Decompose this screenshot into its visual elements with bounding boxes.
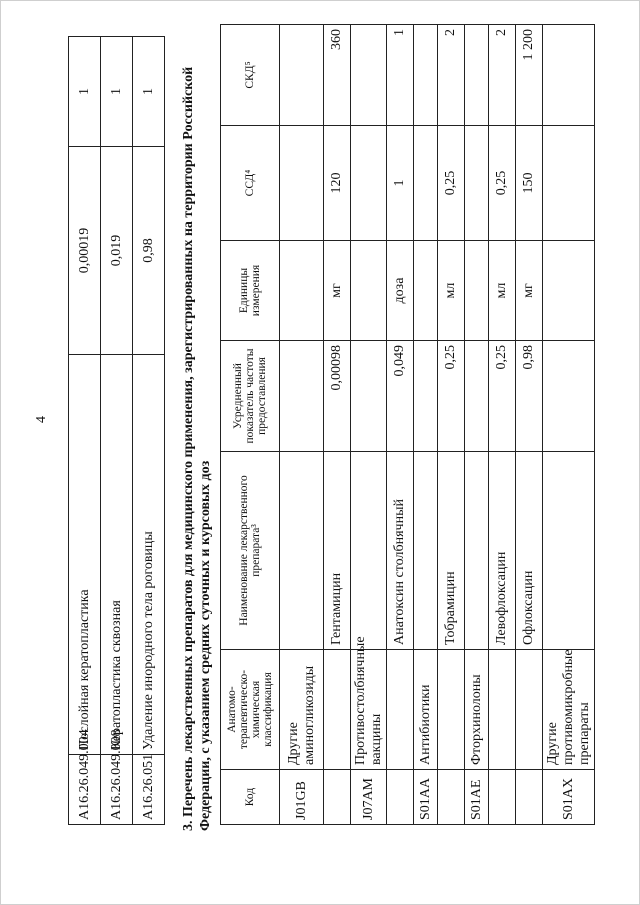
drug-atc: Антибиотики bbox=[414, 650, 438, 770]
drug-ssd: 120 bbox=[324, 126, 351, 241]
drug-ssd: 1 bbox=[387, 126, 414, 241]
drug-frequency bbox=[414, 341, 438, 452]
drug-code: J01GB bbox=[280, 770, 324, 825]
drug-atc bbox=[324, 650, 351, 770]
drug-skd: 1 bbox=[387, 25, 414, 126]
drug-code bbox=[324, 770, 351, 825]
drug-code bbox=[489, 770, 516, 825]
page-number: 4 bbox=[34, 416, 49, 423]
drug-unit: мл bbox=[438, 241, 465, 341]
header-frequency: Усредненный показатель частоты предоставления bbox=[221, 341, 280, 452]
drug-frequency: 0,00098 bbox=[324, 341, 351, 452]
procedure-code: A16.26.049.004 bbox=[69, 755, 101, 825]
drug-atc: Фторхинолоны bbox=[465, 650, 489, 770]
table-row bbox=[387, 25, 414, 825]
procedure-code: A16.26.049.008 bbox=[101, 755, 133, 825]
drug-name: Анатоксин столбнячный bbox=[387, 452, 414, 650]
drug-atc bbox=[516, 650, 543, 770]
drug-atc: Противостолбнячные вакцины bbox=[351, 650, 387, 770]
header-row bbox=[221, 25, 280, 825]
drug-code: S01AE bbox=[465, 770, 489, 825]
drug-ssd bbox=[543, 126, 595, 241]
drug-unit: мг bbox=[516, 241, 543, 341]
drug-skd: 1 200 bbox=[516, 25, 543, 126]
drug-skd bbox=[543, 25, 595, 126]
table-row bbox=[324, 25, 351, 825]
table-row bbox=[516, 25, 543, 825]
drug-atc: Другие противомикробные препараты bbox=[543, 650, 595, 770]
drug-atc bbox=[387, 650, 414, 770]
drug-frequency: 0,98 bbox=[516, 341, 543, 452]
drug-ssd bbox=[465, 126, 489, 241]
drug-code: S01AA bbox=[414, 770, 438, 825]
table-row bbox=[465, 25, 489, 825]
table-row bbox=[280, 25, 324, 825]
procedure-code: A16.26.051 bbox=[133, 755, 165, 825]
drug-code: S01AX bbox=[543, 770, 595, 825]
drug-skd: 360 bbox=[324, 25, 351, 126]
drug-frequency bbox=[280, 341, 324, 452]
drug-name: Левофлоксацин bbox=[489, 452, 516, 650]
header-skd: СКД⁵ bbox=[221, 25, 280, 126]
drug-unit bbox=[414, 241, 438, 341]
table-row bbox=[351, 25, 387, 825]
procedure-count: 1 bbox=[101, 37, 133, 147]
drug-atc bbox=[438, 650, 465, 770]
drug-name bbox=[351, 452, 387, 650]
drug-atc bbox=[489, 650, 516, 770]
table-row bbox=[543, 25, 595, 825]
procedure-name: Кератопластика сквозная bbox=[101, 355, 133, 755]
drug-unit bbox=[351, 241, 387, 341]
procedures-table bbox=[68, 36, 165, 825]
drug-frequency: 0,25 bbox=[489, 341, 516, 452]
procedure-frequency: 0,00019 bbox=[69, 147, 101, 355]
header-unit: Единицы измерения bbox=[221, 241, 280, 341]
procedure-name: Послойная кератопластика bbox=[69, 355, 101, 755]
drug-skd: 2 bbox=[489, 25, 516, 126]
procedure-count: 1 bbox=[133, 37, 165, 147]
procedure-frequency: 0,98 bbox=[133, 147, 165, 355]
header-atc: Анатомо-терапевтическо-химическая классификация bbox=[221, 650, 280, 770]
header-ssd: ССД⁴ bbox=[221, 126, 280, 241]
drug-skd bbox=[414, 25, 438, 126]
drug-code bbox=[516, 770, 543, 825]
drug-code bbox=[438, 770, 465, 825]
table-row bbox=[438, 25, 465, 825]
drug-ssd bbox=[351, 126, 387, 241]
drug-unit: мг bbox=[324, 241, 351, 341]
procedure-name: Удаление инородного тела роговицы bbox=[133, 355, 165, 755]
drug-ssd: 150 bbox=[516, 126, 543, 241]
procedure-frequency: 0,019 bbox=[101, 147, 133, 355]
drug-name bbox=[280, 452, 324, 650]
drug-name bbox=[543, 452, 595, 650]
drug-frequency bbox=[465, 341, 489, 452]
drug-name bbox=[414, 452, 438, 650]
table-row bbox=[69, 37, 101, 825]
header-drug: Наименование лекарственного препарата³ bbox=[221, 452, 280, 650]
drug-unit bbox=[543, 241, 595, 341]
drug-unit: доза bbox=[387, 241, 414, 341]
table-row bbox=[101, 37, 133, 825]
drug-code: J07AM bbox=[351, 770, 387, 825]
drug-frequency bbox=[543, 341, 595, 452]
drug-name: Тобрамицин bbox=[438, 452, 465, 650]
drug-frequency bbox=[351, 341, 387, 452]
drug-unit bbox=[465, 241, 489, 341]
section-heading bbox=[180, 11, 214, 831]
drug-skd bbox=[351, 25, 387, 126]
drug-name bbox=[465, 452, 489, 650]
drug-ssd: 0,25 bbox=[489, 126, 516, 241]
drug-skd: 2 bbox=[438, 25, 465, 126]
drug-unit bbox=[280, 241, 324, 341]
drug-skd bbox=[465, 25, 489, 126]
drug-ssd: 0,25 bbox=[438, 126, 465, 241]
drug-atc: Другие аминогликозиды bbox=[280, 650, 324, 770]
drugs-table bbox=[220, 24, 595, 825]
drug-name: Офлоксацин bbox=[516, 452, 543, 650]
drug-unit: мл bbox=[489, 241, 516, 341]
drug-ssd bbox=[414, 126, 438, 241]
section-number: 3. bbox=[181, 820, 196, 831]
table-row bbox=[414, 25, 438, 825]
table-row bbox=[489, 25, 516, 825]
table-row bbox=[133, 37, 165, 825]
drug-frequency: 0,049 bbox=[387, 341, 414, 452]
section-title: Перечень лекарственных препаратов для медицинского применения, зарегистрированных на территории Российской Федерации, с указанием средних суточных и курсовых доз bbox=[181, 66, 213, 831]
procedure-count: 1 bbox=[69, 37, 101, 147]
drug-frequency: 0,25 bbox=[438, 341, 465, 452]
header-code: Код bbox=[221, 770, 280, 825]
drug-ssd bbox=[280, 126, 324, 241]
drug-skd bbox=[280, 25, 324, 126]
drug-code bbox=[387, 770, 414, 825]
drug-name: Гентамицин bbox=[324, 452, 351, 650]
